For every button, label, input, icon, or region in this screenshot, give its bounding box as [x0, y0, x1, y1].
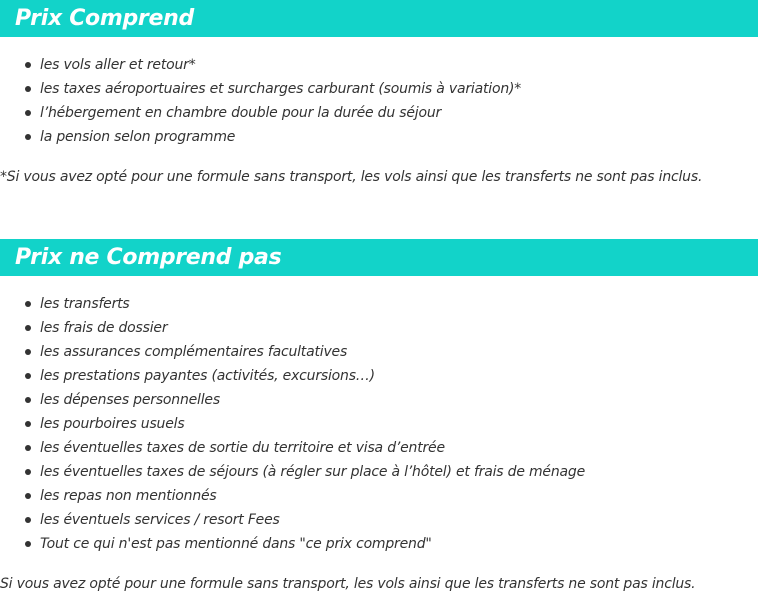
- excludes-header: [0, 239, 758, 276]
- list-item: [0, 340, 585, 364]
- bullet-icon: [25, 86, 31, 92]
- bullet-icon: [25, 349, 31, 355]
- list-item: [0, 508, 585, 532]
- list-item: [0, 292, 585, 316]
- list-item: [0, 532, 585, 556]
- bullet-icon: [25, 325, 31, 331]
- list-item-text: les vols aller et retour*: [40, 57, 196, 73]
- bullet-icon: [25, 421, 31, 427]
- excludes-list: [0, 292, 585, 556]
- excludes-note: Si vous avez opté pour une formule sans transport, les vols ainsi que les transferts ne sont pas inclus.: [0, 576, 696, 592]
- list-item: [0, 436, 585, 460]
- includes-header: [0, 0, 758, 37]
- bullet-icon: [25, 373, 31, 379]
- bullet-icon: [25, 301, 31, 307]
- list-item: [0, 484, 585, 508]
- bullet-icon: [25, 517, 31, 523]
- bullet-icon: [25, 62, 31, 68]
- includes-note: *Si vous avez opté pour une formule sans transport, les vols ainsi que les transferts ne sont pas inclus.: [0, 169, 703, 185]
- list-item-text: les prestations payantes (activités, excursions…): [40, 368, 375, 384]
- list-item-text: les frais de dossier: [40, 320, 168, 336]
- list-item-text: l’hébergement en chambre double pour la durée du séjour: [40, 105, 442, 121]
- list-item: [0, 388, 585, 412]
- list-item: [0, 412, 585, 436]
- list-item: [0, 460, 585, 484]
- bullet-icon: [25, 110, 31, 116]
- bullet-icon: [25, 445, 31, 451]
- bullet-icon: [25, 541, 31, 547]
- list-item-text: les pourboires usuels: [40, 416, 185, 432]
- list-item: [0, 101, 521, 125]
- list-item: [0, 364, 585, 388]
- list-item-text: les éventuels services / resort Fees: [40, 512, 280, 528]
- list-item-text: les taxes aéroportuaires et surcharges carburant (soumis à variation)*: [40, 81, 522, 97]
- list-item-text: les transferts: [40, 296, 130, 312]
- list-item-text: les éventuelles taxes de séjours (à régler sur place à l’hôtel) et frais de ménage: [40, 464, 586, 480]
- list-item-text: les assurances complémentaires facultatives: [40, 344, 348, 360]
- bullet-icon: [25, 397, 31, 403]
- list-item: [0, 77, 521, 101]
- bullet-icon: [25, 469, 31, 475]
- includes-list: [0, 53, 521, 149]
- bullet-icon: [25, 134, 31, 140]
- includes-title: Prix Comprend: [15, 6, 194, 31]
- list-item-text: Tout ce qui n'est pas mentionné dans "ce prix comprend": [40, 536, 432, 552]
- list-item-text: les repas non mentionnés: [40, 488, 217, 504]
- list-item-text: la pension selon programme: [40, 129, 236, 145]
- list-item-text: les éventuelles taxes de sortie du territoire et visa d’entrée: [40, 440, 445, 456]
- list-item-text: les dépenses personnelles: [40, 392, 220, 408]
- bullet-icon: [25, 493, 31, 499]
- list-item: [0, 125, 521, 149]
- list-item: [0, 316, 585, 340]
- excludes-title: Prix ne Comprend pas: [15, 245, 282, 270]
- list-item: [0, 53, 521, 77]
